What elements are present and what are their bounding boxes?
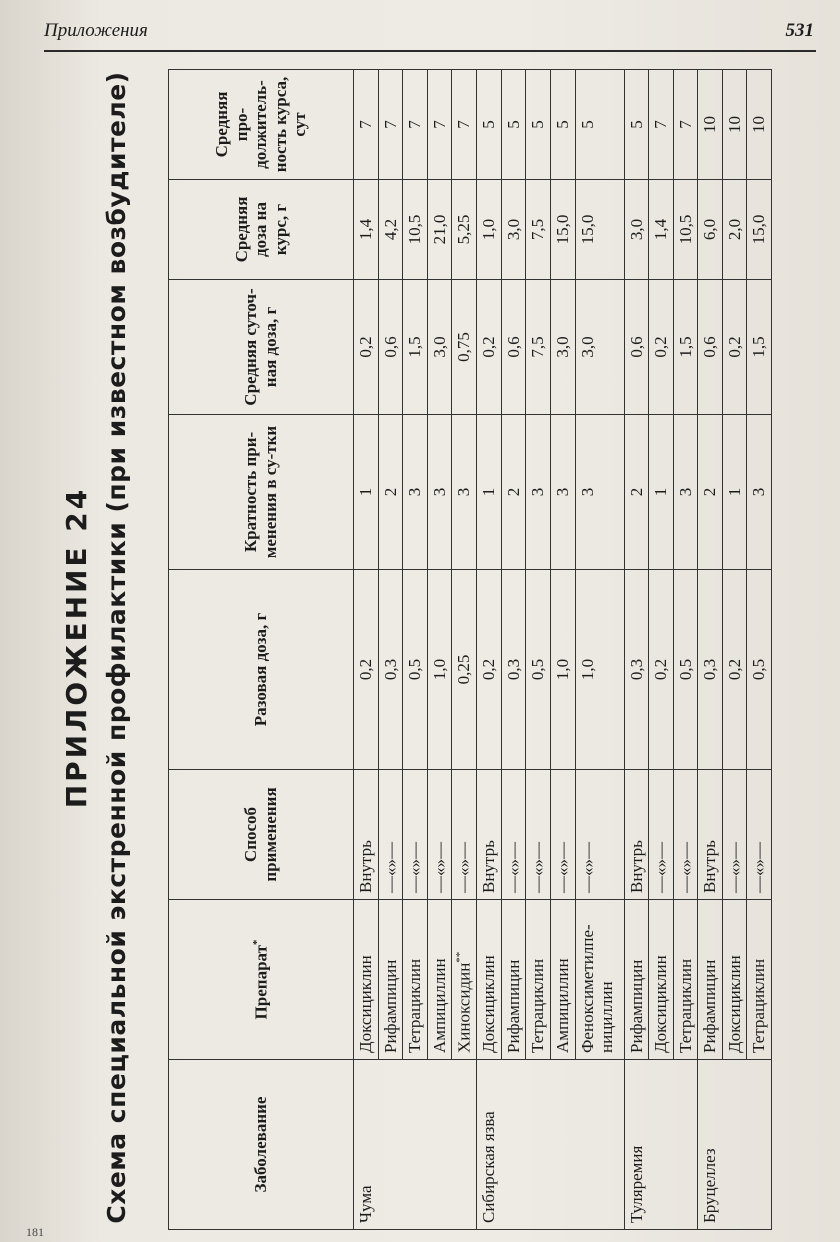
cell-duration: 7 bbox=[403, 70, 428, 180]
cell-route: —«»— bbox=[452, 770, 477, 900]
cell-frequency: 1 bbox=[722, 415, 747, 570]
cell-single-dose: 0,3 bbox=[698, 570, 723, 770]
cell-drug bbox=[354, 900, 379, 1060]
drug-name: Ампициллин bbox=[429, 958, 449, 1053]
col-header-daily-dose: Средняя суточ-ная доза, г bbox=[169, 280, 354, 415]
cell-drug bbox=[649, 900, 674, 1060]
cell-course-dose: 10,5 bbox=[673, 180, 698, 280]
drug-name: Тетрациклин bbox=[675, 958, 695, 1053]
cell-daily-dose: 3,0 bbox=[551, 280, 576, 415]
cell-single-dose: 0,5 bbox=[526, 570, 551, 770]
cell-drug bbox=[673, 900, 698, 1060]
cell-duration: 7 bbox=[649, 70, 674, 180]
table-row bbox=[722, 70, 747, 1230]
col-header-route: Способ применения bbox=[169, 770, 354, 900]
cell-drug bbox=[747, 900, 772, 1060]
cell-daily-dose: 3,0 bbox=[575, 280, 624, 415]
col-header-duration: Средняя про-должитель-ность курса, сут bbox=[169, 70, 354, 180]
table-row bbox=[649, 70, 674, 1230]
drug-name: Тетрациклин bbox=[528, 958, 548, 1053]
cell-drug bbox=[378, 900, 403, 1060]
table-row bbox=[673, 70, 698, 1230]
col-header-drug bbox=[169, 900, 354, 1060]
cell-frequency: 1 bbox=[354, 415, 379, 570]
cell-daily-dose: 0,6 bbox=[698, 280, 723, 415]
cell-daily-dose: 0,2 bbox=[649, 280, 674, 415]
cell-disease bbox=[526, 1060, 551, 1230]
cell-course-dose: 15,0 bbox=[575, 180, 624, 280]
cell-disease bbox=[649, 1060, 674, 1230]
drug-name: Тетрациклин bbox=[749, 958, 769, 1053]
cell-frequency: 3 bbox=[403, 415, 428, 570]
cell-frequency: 2 bbox=[698, 415, 723, 570]
cell-single-dose: 0,3 bbox=[378, 570, 403, 770]
cell-route: —«»— bbox=[747, 770, 772, 900]
cell-drug bbox=[624, 900, 649, 1060]
drug-name: Феноксиметилпе-нициллин bbox=[577, 924, 617, 1053]
col-header-frequency: Кратность при-менения в су-тки bbox=[169, 415, 354, 570]
cell-course-dose: 7,5 bbox=[526, 180, 551, 280]
cell-single-dose: 1,0 bbox=[427, 570, 452, 770]
cell-duration: 10 bbox=[747, 70, 772, 180]
cell-daily-dose: 0,2 bbox=[477, 280, 502, 415]
cell-duration: 5 bbox=[526, 70, 551, 180]
cell-frequency: 3 bbox=[575, 415, 624, 570]
drug-name: Рифампицин bbox=[380, 959, 400, 1053]
header-rule bbox=[44, 50, 816, 52]
cell-route: —«»— bbox=[378, 770, 403, 900]
appendix-title: ПРИЛОЖЕНИЕ 24 bbox=[60, 486, 93, 809]
table-row bbox=[501, 70, 526, 1230]
col-header-drug-label: Препарат bbox=[251, 945, 271, 1020]
cell-single-dose: 0,25 bbox=[452, 570, 477, 770]
cell-daily-dose: 0,6 bbox=[501, 280, 526, 415]
drug-name: Хиноксидин bbox=[454, 962, 474, 1053]
col-header-disease: Заболевание bbox=[169, 1060, 354, 1230]
cell-course-dose: 15,0 bbox=[551, 180, 576, 280]
cell-daily-dose: 1,5 bbox=[673, 280, 698, 415]
cell-route: —«»— bbox=[501, 770, 526, 900]
cell-drug bbox=[452, 900, 477, 1060]
cell-disease bbox=[427, 1060, 452, 1230]
table-row bbox=[403, 70, 428, 1230]
cell-course-dose: 2,0 bbox=[722, 180, 747, 280]
cell-duration: 10 bbox=[722, 70, 747, 180]
cell-frequency: 3 bbox=[427, 415, 452, 570]
cell-disease: Чума bbox=[354, 1060, 379, 1230]
prophylaxis-table bbox=[168, 69, 772, 1230]
cell-disease bbox=[722, 1060, 747, 1230]
cell-drug bbox=[477, 900, 502, 1060]
cell-route: —«»— bbox=[427, 770, 452, 900]
table-row bbox=[575, 70, 624, 1230]
cell-frequency: 2 bbox=[624, 415, 649, 570]
cell-route: —«»— bbox=[526, 770, 551, 900]
cell-drug bbox=[427, 900, 452, 1060]
cell-single-dose: 0,5 bbox=[403, 570, 428, 770]
cell-single-dose: 1,0 bbox=[551, 570, 576, 770]
cell-course-dose: 10,5 bbox=[403, 180, 428, 280]
cell-daily-dose: 0,6 bbox=[624, 280, 649, 415]
cell-frequency: 3 bbox=[526, 415, 551, 570]
cell-daily-dose: 3,0 bbox=[427, 280, 452, 415]
cell-daily-dose: 0,2 bbox=[722, 280, 747, 415]
cell-single-dose: 0,5 bbox=[747, 570, 772, 770]
cell-single-dose: 0,2 bbox=[722, 570, 747, 770]
table-row bbox=[452, 70, 477, 1230]
col-header-single-dose: Разовая доза, г bbox=[169, 570, 354, 770]
running-head bbox=[44, 18, 814, 48]
table-row bbox=[378, 70, 403, 1230]
cell-course-dose: 1,4 bbox=[354, 180, 379, 280]
cell-drug bbox=[722, 900, 747, 1060]
corner-mark: 181 bbox=[26, 1225, 44, 1239]
cell-route: Внутрь bbox=[624, 770, 649, 900]
drug-name: Доксициклин bbox=[724, 955, 744, 1053]
rotated-content bbox=[50, 65, 820, 1230]
cell-duration: 7 bbox=[378, 70, 403, 180]
cell-disease bbox=[452, 1060, 477, 1230]
cell-drug bbox=[551, 900, 576, 1060]
table-header-row bbox=[169, 70, 354, 1230]
cell-frequency: 3 bbox=[673, 415, 698, 570]
col-header-drug-mark: * bbox=[250, 939, 263, 946]
cell-daily-dose: 0,6 bbox=[378, 280, 403, 415]
cell-frequency: 3 bbox=[747, 415, 772, 570]
cell-duration: 7 bbox=[452, 70, 477, 180]
cell-route: Внутрь bbox=[698, 770, 723, 900]
col-header-course-dose: Средняя доза на курс, г bbox=[169, 180, 354, 280]
cell-duration: 5 bbox=[575, 70, 624, 180]
table-body bbox=[354, 70, 772, 1230]
cell-duration: 10 bbox=[698, 70, 723, 180]
cell-route: —«»— bbox=[551, 770, 576, 900]
cell-daily-dose: 7,5 bbox=[526, 280, 551, 415]
cell-course-dose: 3,0 bbox=[624, 180, 649, 280]
cell-disease bbox=[551, 1060, 576, 1230]
cell-duration: 7 bbox=[427, 70, 452, 180]
cell-course-dose: 1,4 bbox=[649, 180, 674, 280]
running-head-section: Приложения bbox=[44, 20, 148, 41]
cell-duration: 5 bbox=[624, 70, 649, 180]
cell-disease: Бруцеллез bbox=[698, 1060, 723, 1230]
cell-drug bbox=[526, 900, 551, 1060]
drug-name: Доксициклин bbox=[479, 955, 499, 1053]
cell-daily-dose: 1,5 bbox=[403, 280, 428, 415]
cell-drug bbox=[575, 900, 624, 1060]
cell-single-dose: 0,3 bbox=[624, 570, 649, 770]
cell-route: Внутрь bbox=[477, 770, 502, 900]
cell-course-dose: 6,0 bbox=[698, 180, 723, 280]
table-row bbox=[354, 70, 379, 1230]
cell-route: —«»— bbox=[403, 770, 428, 900]
cell-route: —«»— bbox=[649, 770, 674, 900]
cell-frequency: 2 bbox=[378, 415, 403, 570]
cell-duration: 5 bbox=[551, 70, 576, 180]
drug-name: Рифампицин bbox=[503, 959, 523, 1053]
table-subtitle: Схема специальной экстренной профилактики (при известном возбудителе) bbox=[102, 71, 131, 1224]
drug-name: Ампициллин bbox=[553, 958, 573, 1053]
cell-disease bbox=[673, 1060, 698, 1230]
cell-single-dose: 0,2 bbox=[649, 570, 674, 770]
cell-frequency: 2 bbox=[501, 415, 526, 570]
table-row bbox=[624, 70, 649, 1230]
cell-drug bbox=[501, 900, 526, 1060]
cell-duration: 7 bbox=[673, 70, 698, 180]
cell-route: —«»— bbox=[673, 770, 698, 900]
cell-drug bbox=[698, 900, 723, 1060]
cell-route: Внутрь bbox=[354, 770, 379, 900]
cell-route: —«»— bbox=[722, 770, 747, 900]
cell-disease: Туляремия bbox=[624, 1060, 649, 1230]
cell-drug bbox=[403, 900, 428, 1060]
drug-name: Тетрациклин bbox=[405, 958, 425, 1053]
cell-daily-dose: 0,75 bbox=[452, 280, 477, 415]
cell-route: —«»— bbox=[575, 770, 624, 900]
cell-disease bbox=[378, 1060, 403, 1230]
table-row bbox=[747, 70, 772, 1230]
cell-disease bbox=[501, 1060, 526, 1230]
drug-name: Доксициклин bbox=[356, 955, 375, 1053]
cell-course-dose: 4,2 bbox=[378, 180, 403, 280]
cell-single-dose: 0,2 bbox=[477, 570, 502, 770]
cell-disease bbox=[747, 1060, 772, 1230]
cell-duration: 7 bbox=[354, 70, 379, 180]
cell-duration: 5 bbox=[477, 70, 502, 180]
cell-single-dose: 0,5 bbox=[673, 570, 698, 770]
cell-course-dose: 1,0 bbox=[477, 180, 502, 280]
drug-footnote-mark: ** bbox=[454, 951, 467, 963]
cell-single-dose: 0,3 bbox=[501, 570, 526, 770]
cell-course-dose: 3,0 bbox=[501, 180, 526, 280]
cell-course-dose: 15,0 bbox=[747, 180, 772, 280]
table-row bbox=[551, 70, 576, 1230]
cell-course-dose: 21,0 bbox=[427, 180, 452, 280]
cell-disease: Сибирская язва bbox=[477, 1060, 502, 1230]
cell-course-dose: 5,25 bbox=[452, 180, 477, 280]
cell-frequency: 1 bbox=[649, 415, 674, 570]
cell-disease bbox=[575, 1060, 624, 1230]
table-row bbox=[526, 70, 551, 1230]
drug-name: Рифампицин bbox=[700, 959, 720, 1053]
table-row bbox=[698, 70, 723, 1230]
cell-frequency: 1 bbox=[477, 415, 502, 570]
cell-daily-dose: 0,2 bbox=[354, 280, 379, 415]
drug-name: Рифампицин bbox=[626, 959, 646, 1053]
cell-disease bbox=[403, 1060, 428, 1230]
cell-frequency: 3 bbox=[551, 415, 576, 570]
cell-duration: 5 bbox=[501, 70, 526, 180]
cell-single-dose: 0,2 bbox=[354, 570, 379, 770]
table-row bbox=[477, 70, 502, 1230]
page-number: 531 bbox=[785, 20, 814, 41]
drug-name: Доксициклин bbox=[651, 955, 671, 1053]
cell-daily-dose: 1,5 bbox=[747, 280, 772, 415]
table-row bbox=[427, 70, 452, 1230]
cell-frequency: 3 bbox=[452, 415, 477, 570]
cell-single-dose: 1,0 bbox=[575, 570, 624, 770]
